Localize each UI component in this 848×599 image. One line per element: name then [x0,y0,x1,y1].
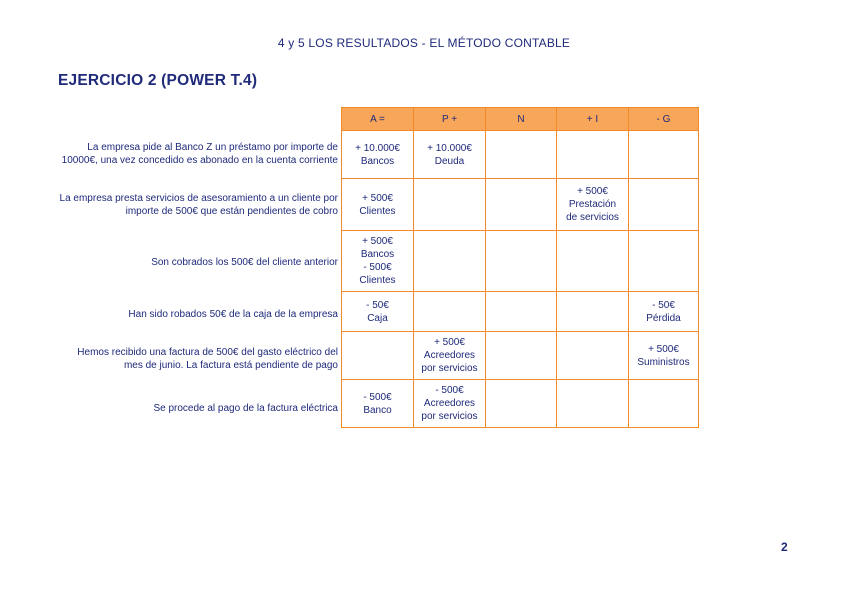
table-cell [557,231,629,292]
table-cell: + 500€ Bancos - 500€ Clientes [342,231,414,292]
table-cell [414,179,486,231]
row-description: Hemos recibido una factura de 500€ del gasto eléctrico del mes de junio. La factura está pendiente de pago [77,347,338,371]
table-row [342,332,699,380]
table-cell [629,231,699,292]
exercise-title: EJERCICIO 2 (POWER T.4) [58,72,258,89]
row-description: La empresa pide al Banco Z un préstamo por importe de 10000€, una vez concedido es abonado en la cuenta corriente [61,142,338,166]
table-cell: + 500€ Prestación de servicios [557,179,629,231]
table-row [342,179,699,231]
column-header-activo: A = [342,108,414,131]
table-cell [557,332,629,380]
table-cell [557,292,629,332]
table-cell [486,292,557,332]
table-cell [414,292,486,332]
table-cell [629,179,699,231]
table-cell [486,380,557,428]
accounting-table [341,107,699,428]
table-cell [486,332,557,380]
row-description: La empresa presta servicios de asesoramiento a un cliente por importe de 500€ que están pendientes de cobro [59,193,338,217]
table-row [342,231,699,292]
table-cell [342,332,414,380]
table-cell: - 500€ Banco [342,380,414,428]
table-cell: + 500€ Suministros [629,332,699,380]
page-number: 2 [781,540,788,554]
page-header: 4 y 5 LOS RESULTADOS - EL MÉTODO CONTABLE [277,36,571,50]
table-cell: - 500€ Acreedores por servicios [414,380,486,428]
table-cell [486,131,557,179]
row-description: Se procede al pago de la factura eléctrica [153,402,338,414]
column-header-neto: N [486,108,557,131]
row-description: Son cobrados los 500€ del cliente anterior [151,257,338,268]
table-cell [486,179,557,231]
table-cell [629,380,699,428]
column-header-ingresos: + I [557,108,629,131]
table-cell [557,131,629,179]
table-row [342,380,699,428]
table-cell: + 500€ Clientes [342,179,414,231]
table-cell: - 50€ Pérdida [629,292,699,332]
table-cell [557,380,629,428]
table-cell [414,231,486,292]
table-header-row [342,108,699,131]
table-cell [486,231,557,292]
column-header-pasivo: P + [414,108,486,131]
table-cell: - 50€ Caja [342,292,414,332]
row-description: Han sido robados 50€ de la caja de la empresa [128,308,338,320]
table-cell: + 10.000€ Bancos [342,131,414,179]
column-header-gastos: - G [629,108,699,131]
table-row [342,292,699,332]
table-cell: + 10.000€ Deuda [414,131,486,179]
table-cell: + 500€ Acreedores por servicios [414,332,486,380]
table-cell [629,131,699,179]
table-row [342,131,699,179]
